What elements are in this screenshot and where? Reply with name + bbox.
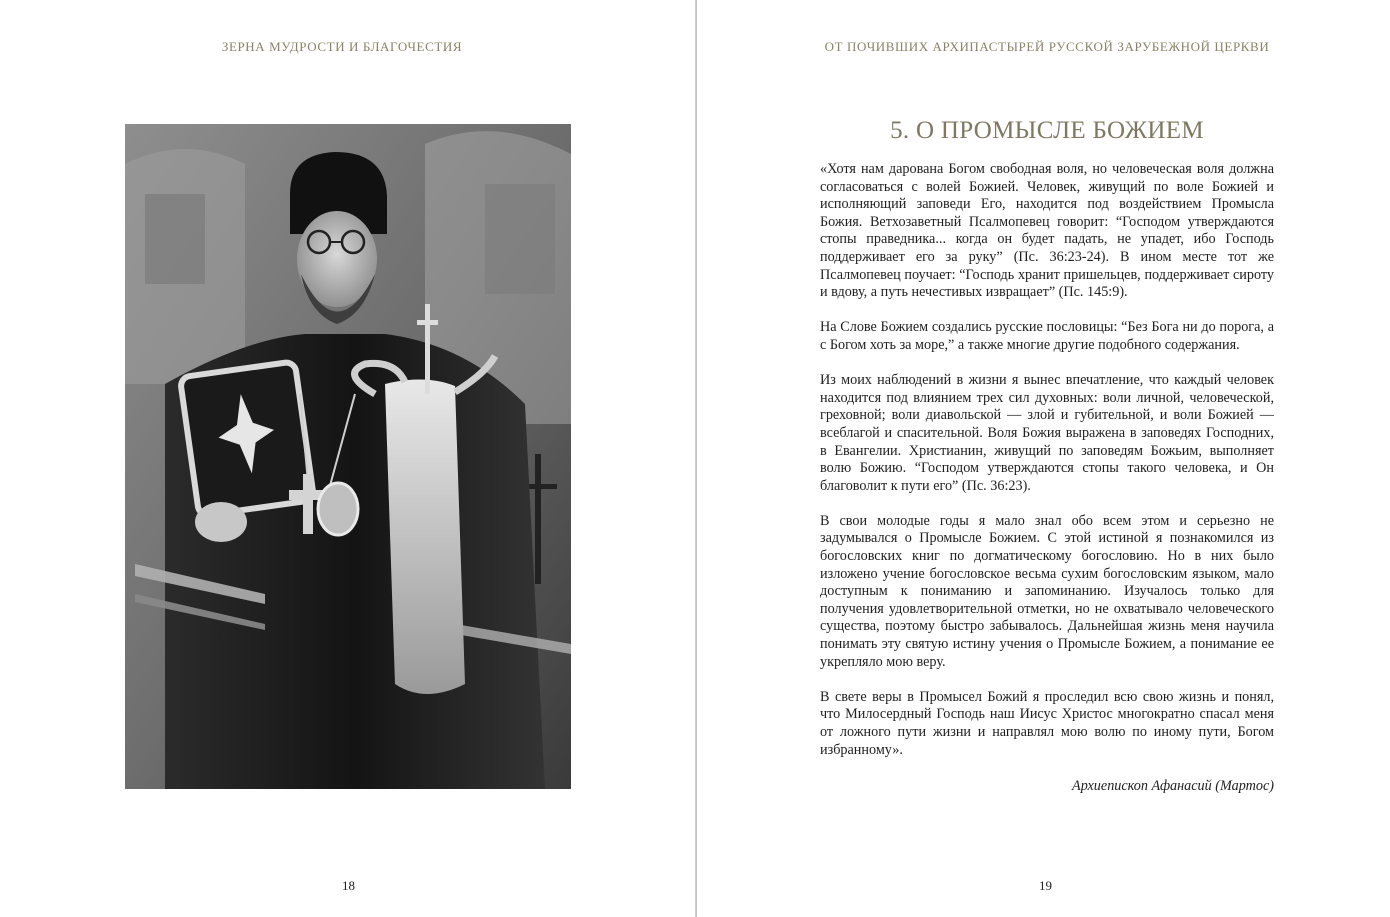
paragraph-5: В свете веры в Промысел Божий я проследил всю свою жизнь и понял, что Милосердный Господь наш Иисус Христос многократно спасал меня от ложного пути жизни и направлял мою волю по иному пути, Богом избранному». [820, 688, 1274, 758]
author-signature: Архиепископ Афанасий (Мартос) [1072, 778, 1274, 794]
right-running-head: ОТ ПОЧИВШИХ АРХИПАСТЫРЕЙ РУССКОЙ ЗАРУБЕЖНОЙ ЦЕРКВИ [824, 39, 1270, 54]
left-running-head: ЗЕРНА МУДРОСТИ И БЛАГОЧЕСТИЯ [221, 39, 463, 54]
left-page-number: 18 [342, 878, 355, 893]
chapter-title: 5. О ПРОМЫСЛЕ БОЖИЕМ [890, 117, 1204, 144]
archbishop-photo [125, 124, 571, 789]
body-text [820, 161, 1274, 777]
paragraph-2: На Слове Божием создались русские пословицы: “Без Бога ни до порога, а с Богом хоть за море,” а также многие другие подобного содержания. [820, 319, 1274, 353]
paragraph-1: «Хотя нам дарована Богом свободная воля, но человеческая воля должна согласоваться с волей Божией. Человек, живущий по воле Божией и исполняющий заповеди Его, находится под воздействием Промысла Божия. Ветхозаветный Псалмопевец говорит: “Господом утверждаются стопы праведника... когда он будет падать, не упадет, ибо Господь поддерживает его за руку” (Пс. 36:23-24). В ином месте тот же Псалмопевец поучает: “Господь хранит пришельцев, поддерживает сироту и вдову, а путь нечестивых извращает” (Пс. 145:9). [820, 161, 1274, 301]
paragraph-4: В свои молодые годы я мало знал обо всем этом и серьезно не задумывался о Промысле Божием. С этой истиной я познакомился из богословских книг по догматическому богословию. Но в них было изложено учение богословское весьма сухим богословским языком, мало доступным к пониманию и запоминанию. Изучалось только для получения удовлетворительной отметки, но не охватывало человеческого существа, поэтому быстро забывалось. Дальнейшая жизнь меня научила понимать эту святую истину учения о Промысле Божием, а понимание ее укрепляло мою веру. [820, 512, 1274, 670]
right-page [697, 0, 1390, 917]
right-page-number: 19 [1039, 878, 1052, 893]
paragraph-3: Из моих наблюдений в жизни я вынес впечатление, что каждый человек находится под влиянием трех сил духовных: воли личной, человеческой, греховной; воли диавольской — злой и губительной, и воли Божией — всеблагой и спасительной. Воля Божия выражена в заповедях Господних, в Евангелии. Христианин, живущий по заповедям Божьим, выполняет волю Божию. “Господом утверждаются стопы такого человека, и Он благоволит к пути его” (Пс. 36:23). [820, 372, 1274, 494]
